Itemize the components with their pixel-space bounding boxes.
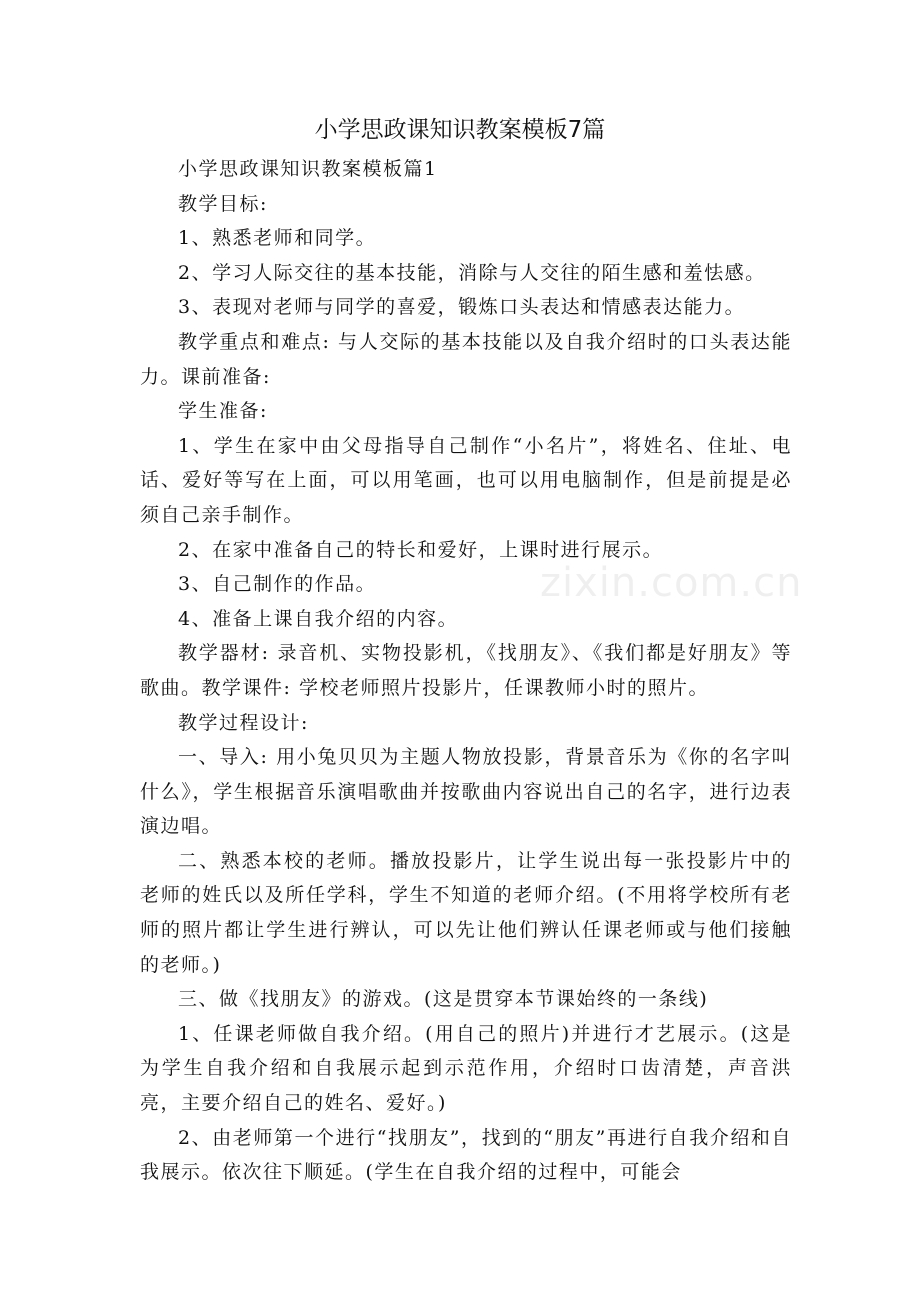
paragraph: 学生准备: (178, 400, 268, 423)
paragraph: 2、在家中准备自己的特长和爱好，上课时进行展示。 (178, 538, 664, 561)
section-heading: 小学思政课知识教案模板篇1 (178, 158, 438, 180)
paragraph: 教学器材: 录音机、实物投影机，《找朋友》、《我们都是好朋友》等歌曲。教学课件: 学校老师照片投影片，任课教师小时的照片。 (140, 642, 792, 699)
paragraph: 教学目标: (178, 192, 268, 215)
document-body (140, 152, 792, 1190)
paragraph: 3、表现对老师与同学的喜爱，锻炼口头表达和情感表达能力。 (178, 296, 746, 319)
paragraph: 1、熟悉老师和同学。 (178, 227, 377, 250)
paragraph: 一、导入: 用小兔贝贝为主题人物放投影，背景音乐为《你的名字叫什么》，学生根据音乐演唱歌曲并按歌曲内容说出自己的名字，进行边表演边唱。 (140, 746, 792, 838)
paragraph: 1、任课老师做自我介绍。(用自己的照片)并进行才艺展示。(这是为学生自我介绍和自我展示起到示范作用，介绍时口齿清楚，声音洪亮，主要介绍自己的姓名、爱好。) (140, 1022, 792, 1115)
paragraph: 教学重点和难点: 与人交际的基本技能以及自我介绍时的口头表达能力。课前准备: (140, 330, 792, 388)
watermark: zixin.com.cn (540, 560, 803, 606)
paragraph: 1、学生在家中由父母指导自己制作“小名片”，将姓名、住址、电话、爱好等写在上面，可以用笔画，也可以用电脑制作，但是前提是必须自己亲手制作。 (140, 434, 792, 526)
paragraph: 4、准备上课自我介绍的内容。 (178, 607, 459, 630)
paragraph: 2、由老师第一个进行“找朋友”，找到的“朋友”再进行自我介绍和自我展示。依次往下顺延。(学生在自我介绍的过程中，可能会 (140, 1126, 792, 1184)
paragraph: 3、自己制作的作品。 (178, 573, 377, 596)
document-title: 小学思政课知识教案模板7篇 (314, 117, 606, 143)
paragraph: 教学过程设计: (178, 711, 309, 734)
paragraph: 2、学习人际交往的基本技能，消除与人交往的陌生感和羞怯感。 (178, 261, 766, 284)
paragraph: 二、熟悉本校的老师。播放投影片，让学生说出每一张投影片中的老师的姓氏以及所任学科，学生不知道的老师介绍。(不用将学校所有老师的照片都让学生进行辨认，可以先让他们辨认任课老师或与他们接触的老师。) (140, 849, 792, 976)
paragraph: 三、做《找朋友》的游戏。(这是贯穿本节课始终的一条线) (178, 988, 709, 1011)
